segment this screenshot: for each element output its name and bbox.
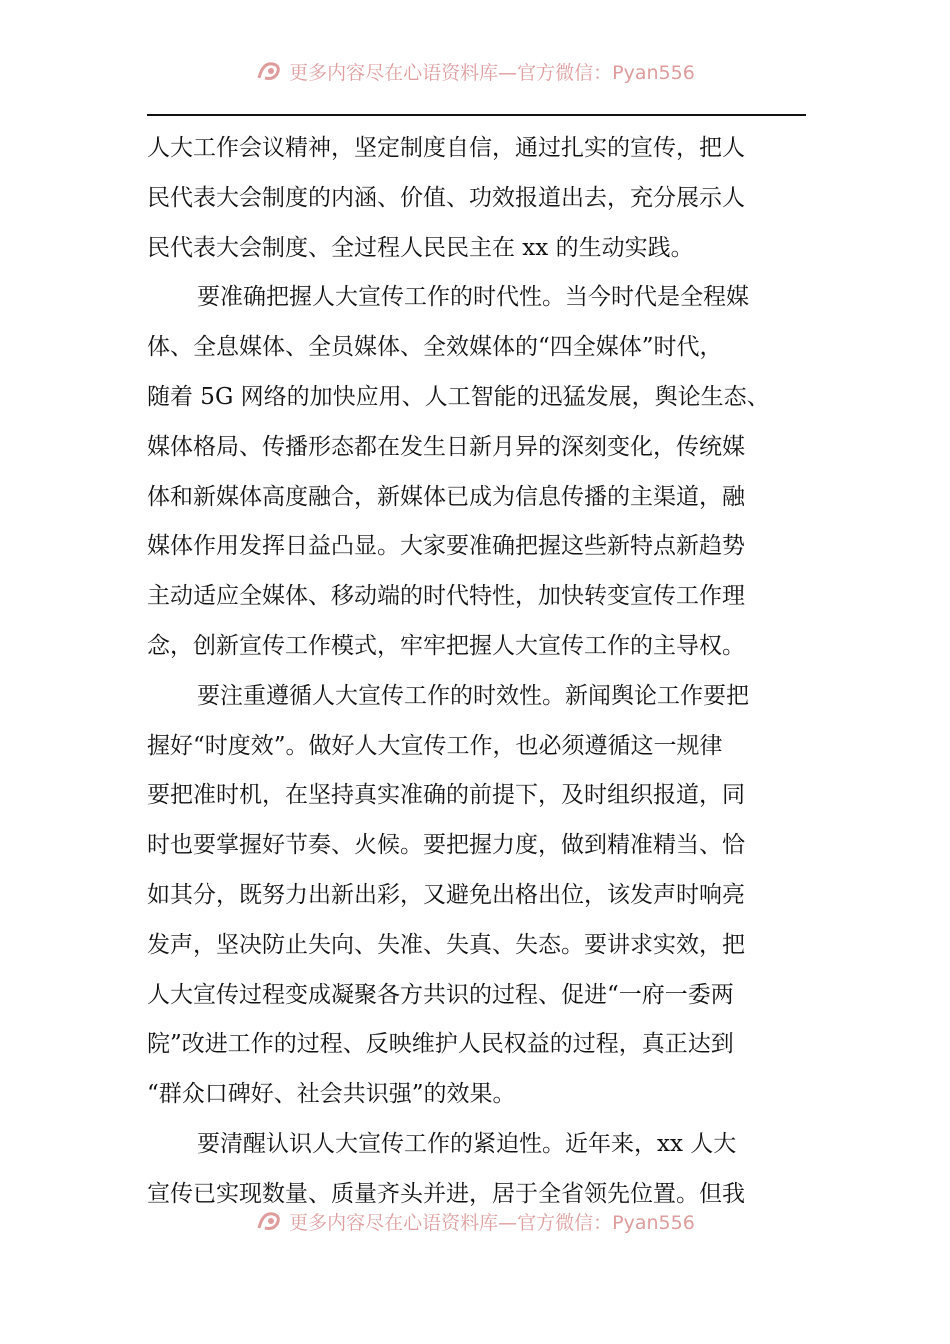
text-line: 随着 5G 网络的加快应用、人工智能的迅猛发展，舆论生态、	[147, 383, 770, 410]
text-line: 要清醒认识人大宣传工作的紧迫性。近年来，xx 人大	[197, 1130, 737, 1157]
document-body	[147, 124, 812, 1220]
text-line: 握好“时度效”。做好人大宣传工作，也必须遵循这一规律	[147, 732, 723, 759]
text-line: 要准确把握人大宣传工作的时代性。当今时代是全程媒	[197, 284, 749, 311]
text-line: 媒体作用发挥日益凸显。大家要准确把握这些新特点新趋势	[147, 533, 745, 560]
text-line: 体、全息媒体、全员媒体、全效媒体的“四全媒体”时代，	[147, 334, 723, 361]
text-line: 体和新媒体高度融合，新媒体已成为信息传播的主渠道，融	[147, 483, 745, 510]
text-line: 时也要掌握好节奏、火候。要把握力度，做到精准精当、恰	[147, 832, 745, 859]
logo-icon	[255, 58, 285, 84]
watermark-text: 更多内容尽在心语资料库—官方微信：Pyan556	[289, 1211, 695, 1234]
logo-icon	[255, 1208, 285, 1234]
text-line: 要把准时机，在坚持真实准确的前提下，及时组织报道，同	[147, 782, 745, 809]
text-line: 要注重遵循人大宣传工作的时效性。新闻舆论工作要把	[197, 682, 749, 709]
header-divider	[147, 114, 806, 116]
paragraph	[147, 672, 812, 1120]
watermark-text: 更多内容尽在心语资料库—官方微信：Pyan556	[289, 61, 695, 84]
text-line: 如其分，既努力出新出彩，又避免出格出位，该发声时响亮	[147, 881, 745, 908]
text-line: 民代表大会制度、全过程人民民主在 xx 的生动实践。	[147, 234, 694, 261]
paragraph	[147, 1120, 812, 1220]
text-line: “群众口碑好、社会共识强”的效果。	[147, 1081, 516, 1108]
text-line: 民代表大会制度的内涵、价值、功效报道出去，充分展示人	[147, 184, 745, 211]
text-line: 人大宣传过程变成凝聚各方共识的过程、促进“一府一委两	[147, 981, 734, 1008]
footer-watermark	[0, 1206, 950, 1236]
header-watermark	[0, 56, 950, 86]
text-line: 发声，坚决防止失向、失准、失真、失态。要讲求实效，把	[147, 931, 745, 958]
text-line: 媒体格局、传播形态都在发生日新月异的深刻变化，传统媒	[147, 433, 745, 460]
text-line: 宣传已实现数量、质量齐头并进，居于全省领先位置。但我	[147, 1180, 745, 1207]
text-line: 念，创新宣传工作模式，牢牢把握人大宣传工作的主导权。	[147, 632, 745, 659]
paragraph	[147, 273, 812, 671]
paragraph	[147, 124, 812, 273]
text-line: 主动适应全媒体、移动端的时代特性，加快转变宣传工作理	[147, 583, 745, 610]
text-line: 人大工作会议精神，坚定制度自信，通过扎实的宣传，把人	[147, 135, 745, 161]
text-line: 院”改进工作的过程、反映维护人民权益的过程，真正达到	[147, 1031, 734, 1058]
